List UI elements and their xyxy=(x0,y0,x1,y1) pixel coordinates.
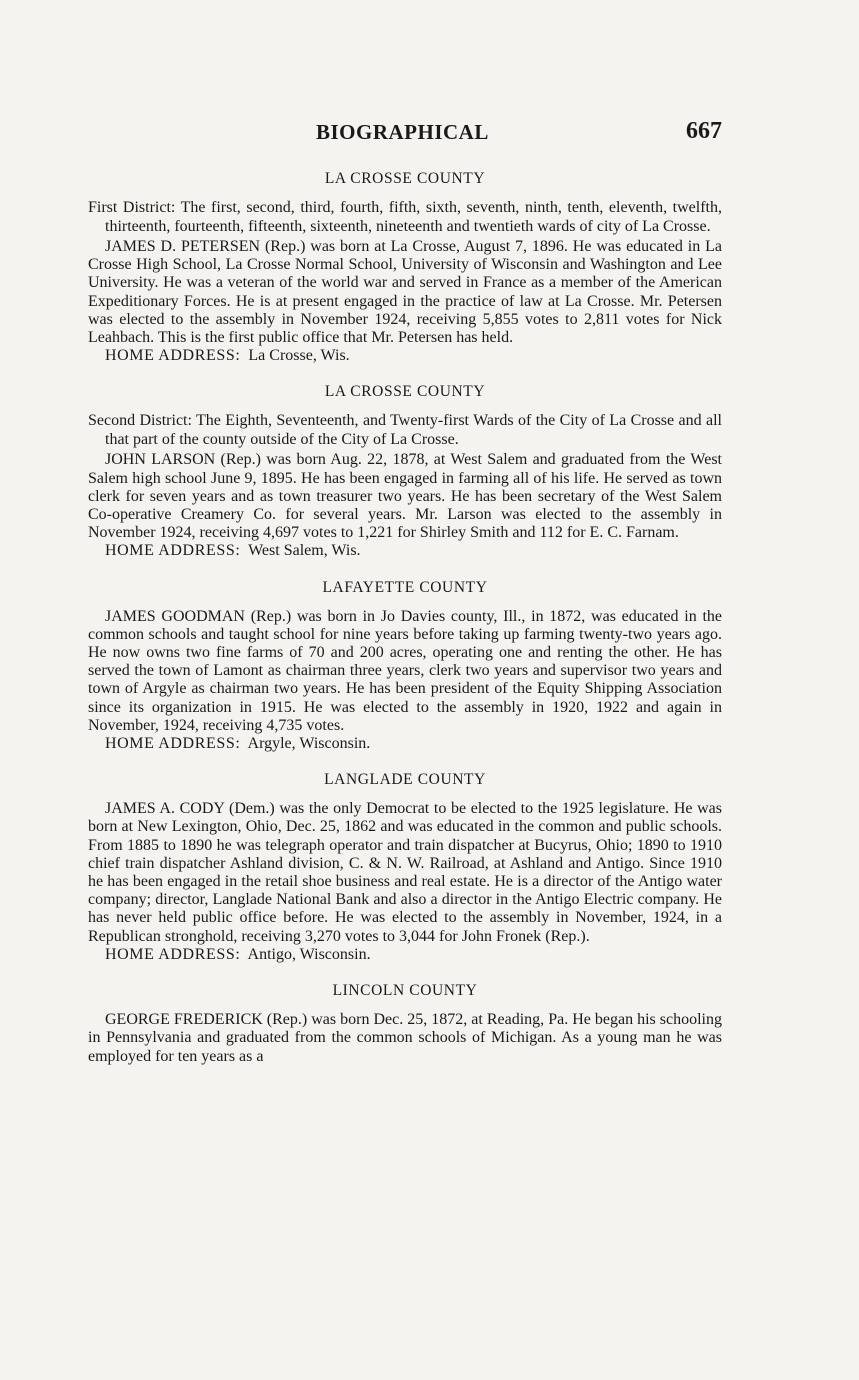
biography-paragraph: JAMES D. PETERSEN (Rep.) was born at La Crosse, August 7, 1896. He was educated in La Crosse High School, La Crosse Normal School, University of Wisconsin and Washington and Lee University. He was a veteran of the world war and served in France as a member of the American Expeditionary Forces. He is at present engaged in the practice of law at La Crosse. Mr. Petersen was elected to the assembly in November 1924, receiving 5,855 votes to 2,811 votes for Nick Leahbach. This is the first public office that Mr. Petersen has held. xyxy=(88,238,722,347)
county-heading: LA CROSSE COUNTY xyxy=(324,383,486,401)
district-description: Second District: The Eighth, Seventeenth, and Twenty-first Wards of the City of La Crosse and all that part of the county outside of the City of La Crosse. xyxy=(88,412,722,448)
biography-paragraph: JOHN LARSON (Rep.) was born Aug. 22, 1878, at West Salem and graduated from the West Salem high school June 9, 1895. He has been engaged in farming all of his life. He served as town clerk for seven years and as town treasurer two years. He has been secretary of the West Salem Co-operative Creamery Co. for several years. Mr. Larson was elected to the assembly in November 1924, receiving 4,697 votes to 1,221 for Shirley Smith and 112 for E. C. Farnam. xyxy=(88,451,722,542)
county-heading: LA CROSSE COUNTY xyxy=(324,170,486,187)
home-address-value: La Crosse, Wis. xyxy=(248,347,350,365)
home-address-label: HOME ADDRESS: xyxy=(105,347,241,365)
section-langlade xyxy=(88,770,722,964)
home-address xyxy=(88,542,722,560)
section-lafayette xyxy=(88,578,722,754)
home-address-label: HOME ADDRESS: xyxy=(105,542,241,560)
home-address xyxy=(88,735,722,753)
district-description: First District: The first, second, third, fourth, fifth, sixth, seventh, ninth, tenth, eleventh, twelfth, thirteenth, fourteenth, fifteenth, sixteenth, nineteenth and twentieth wards of city of La Crosse. xyxy=(88,199,722,235)
home-address-label: HOME ADDRESS: xyxy=(105,945,241,963)
county-heading: LAFAYETTE COUNTY xyxy=(322,578,488,596)
county-heading: LANGLADE COUNTY xyxy=(324,771,486,789)
home-address-value: Argyle, Wisconsin. xyxy=(247,735,371,753)
biography-paragraph: GEORGE FREDERICK (Rep.) was born Dec. 25, 1872, at Reading, Pa. He began his schooling in Pennsylvania and graduated from the common schools of Michigan. As a young man he was employed for ten years as a xyxy=(88,1011,722,1065)
home-address xyxy=(88,347,722,365)
home-address xyxy=(88,946,722,964)
section-lincoln xyxy=(88,981,722,1066)
biography-paragraph: JAMES A. CODY (Dem.) was the only Democrat to be elected to the 1925 legislature. He was born at New Lexington, Ohio, Dec. 25, 1862 and was educated in the common and public schools. From 1885 to 1890 he was telegraph operator and train dispatcher at Bucyrus, Ohio; 1890 to 1910 chief train dispatcher Ashland division, C. & N. W. Railroad, at Ashland and Antigo. Since 1910 he has been engaged in the retail shoe business and real estate. He is a director of the Antigo water company; director, Langlade National Bank and also a director in the Antigo Electric company. He has never held public office before. He was elected to the assembly in November, 1924, in a Republican stronghold, receiving 3,270 votes to 3,044 for John Fronek (Rep.). xyxy=(88,800,722,945)
section-la-crosse-first xyxy=(88,169,722,365)
biography-paragraph: JAMES GOODMAN (Rep.) was born in Jo Davies county, Ill., in 1872, was educated in the common schools and taught school for nine years before taking up farming twenty-two years ago. He now owns two fine farms of 70 and 200 acres, operating one and renting the other. He has served the town of Lamont as chairman three years, clerk two years and supervisor two years and town of Argyle as chairman two years. He has been president of the Equity Shipping Association since its organization in 1915. He was elected to the assembly in 1920, 1922 and again in November, 1924, receiving 4,735 votes. xyxy=(88,607,722,734)
running-title: BIOGRAPHICAL xyxy=(316,120,489,144)
section-la-crosse-second xyxy=(88,382,722,560)
home-address-value: West Salem, Wis. xyxy=(248,542,361,560)
county-heading: LINCOLN COUNTY xyxy=(332,982,478,1000)
home-address-value: Antigo, Wisconsin. xyxy=(247,945,371,963)
running-header xyxy=(88,118,722,152)
page-number: 667 xyxy=(686,118,722,144)
home-address-label: HOME ADDRESS: xyxy=(105,735,241,753)
page xyxy=(88,118,722,1066)
